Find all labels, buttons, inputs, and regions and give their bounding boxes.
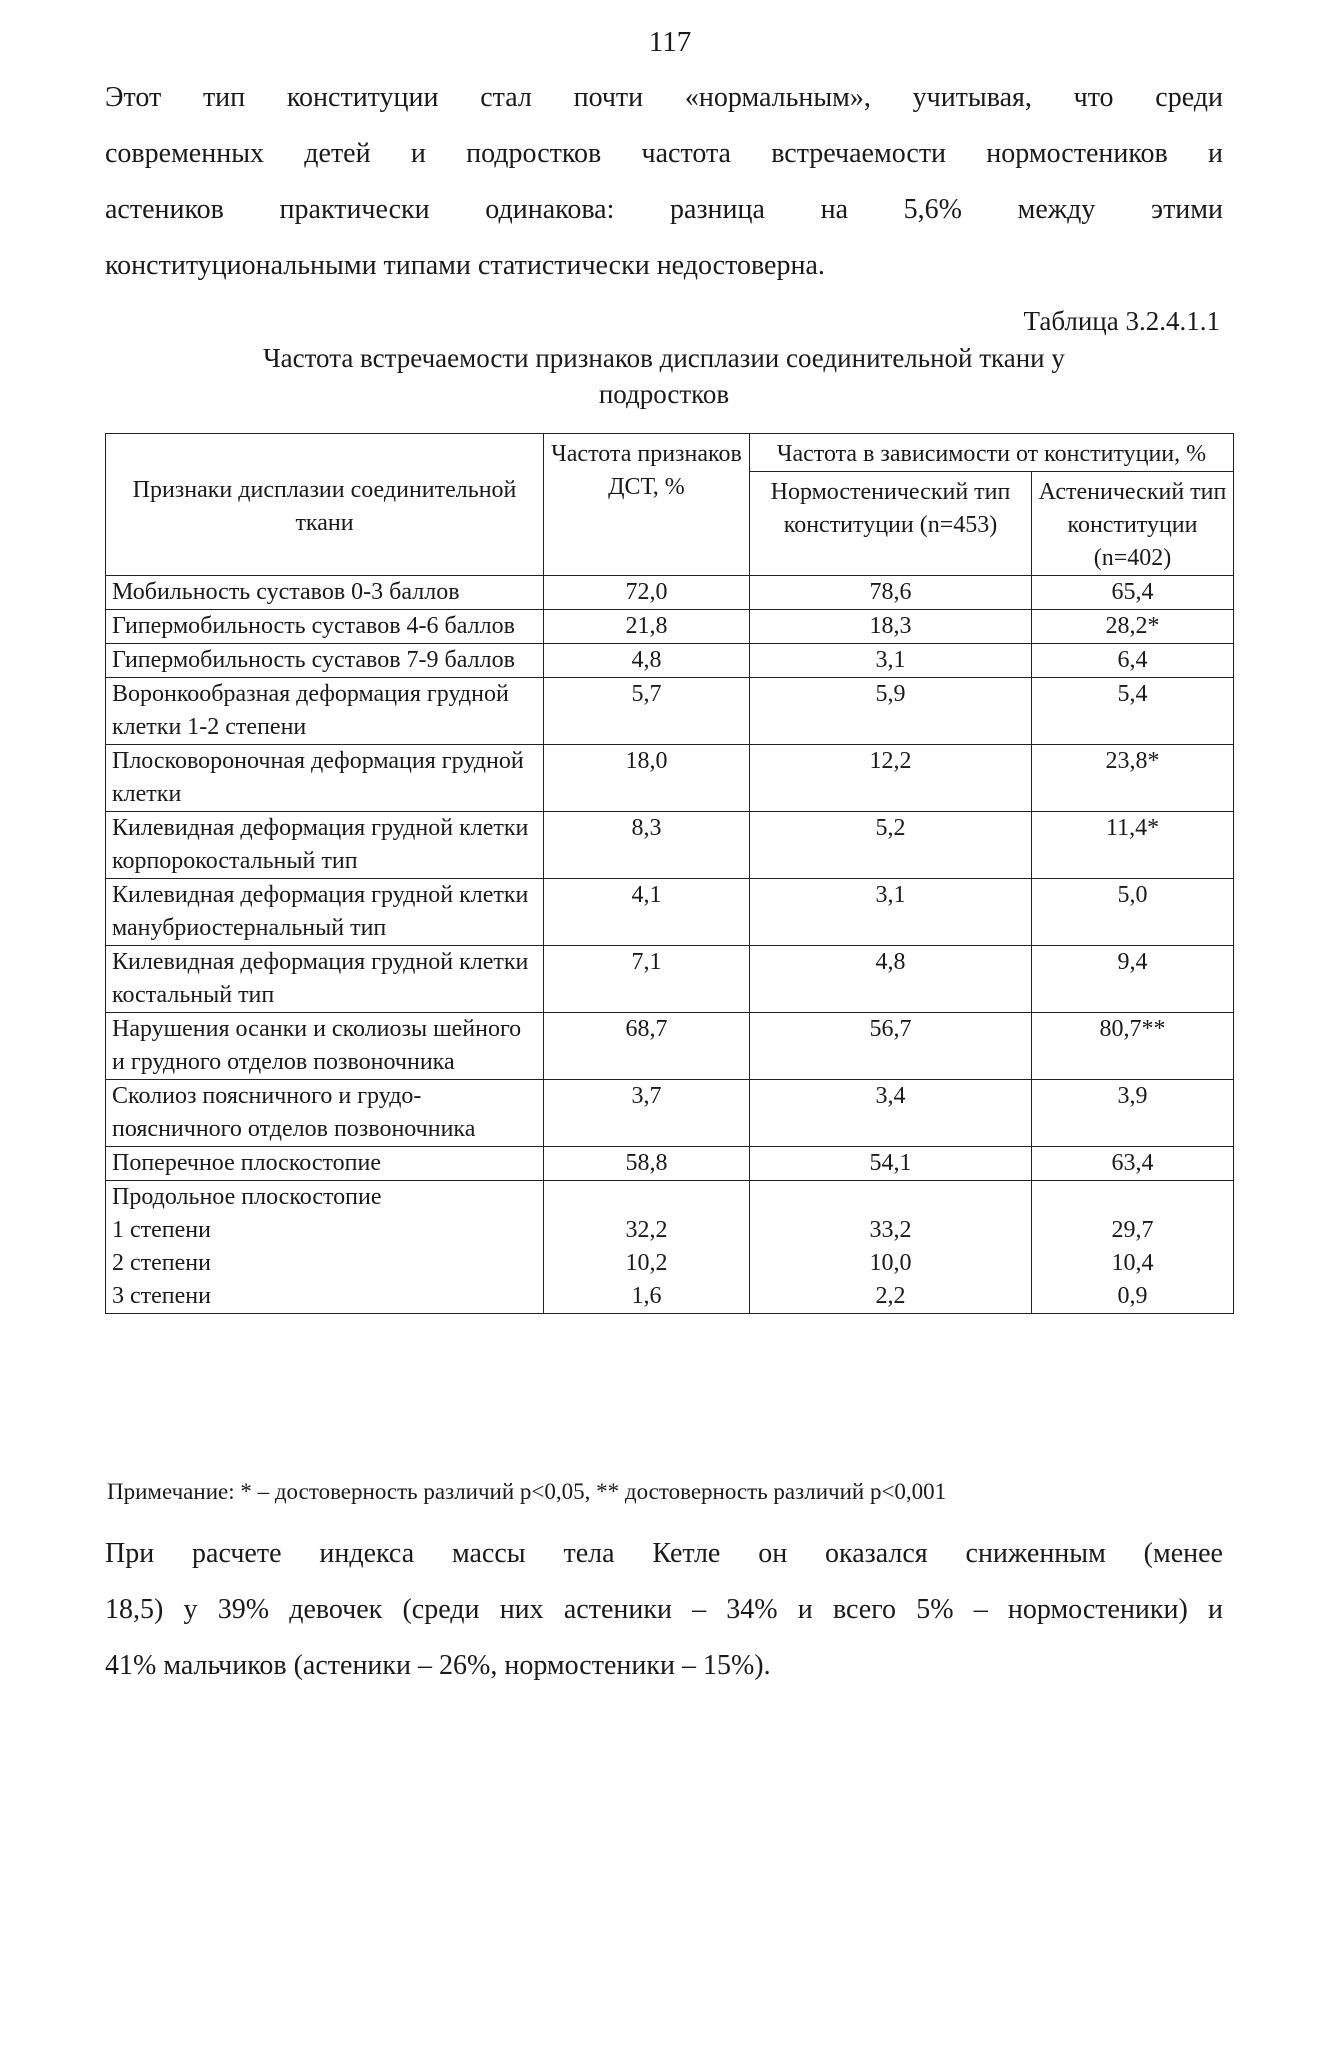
normosthenic-cell: 5,2	[750, 812, 1032, 879]
frequency-cell: 18,0	[544, 745, 750, 812]
closing-paragraph	[105, 1526, 1223, 1694]
asthenic-cell: 23,8*	[1032, 745, 1234, 812]
grade-value: 10,2	[625, 1250, 668, 1276]
normosthenic-cell: 56,7	[750, 1013, 1032, 1080]
frequency-cell: 7,1	[544, 946, 750, 1013]
grade-label: 3 степени	[112, 1283, 211, 1309]
asthenic-cell: 63,4	[1032, 1147, 1234, 1181]
intro-line: астеников практически одинакова: разница на 5,6% между этими	[105, 194, 1223, 225]
normosthenic-cell: 4,8	[750, 946, 1032, 1013]
normosthenic-cell: 3,4	[750, 1080, 1032, 1147]
frequency-cell: 68,7	[544, 1013, 750, 1080]
table-row	[106, 644, 1234, 678]
table-row	[106, 1080, 1234, 1147]
feature-cell	[106, 1181, 544, 1314]
table-number: Таблица 3.2.4.1.1	[1023, 306, 1220, 336]
table-row	[106, 610, 1234, 644]
feature-cell: Мобильность суставов 0-3 баллов	[106, 576, 544, 610]
feature-cell: Нарушения осанки и сколиозы шейного и грудного отделов позвоночника	[106, 1013, 544, 1080]
normosthenic-cell: 18,3	[750, 610, 1032, 644]
feature-cell: Поперечное плоскостопие	[106, 1147, 544, 1181]
frequency-cell	[544, 1181, 750, 1314]
feature-cell: Воронкообразная деформация грудной клетки 1-2 степени	[106, 678, 544, 745]
grade-value: 33,2	[869, 1217, 912, 1243]
grade-value: 32,2	[625, 1217, 668, 1243]
asthenic-cell: 5,0	[1032, 879, 1234, 946]
grade-label: 1 степени	[112, 1217, 211, 1243]
closing-line: 18,5) у 39% девочек (среди них астеники – 34% и всего 5% – нормостеники) и	[105, 1594, 1223, 1625]
header-by-constitution: Частота в зависимости от конституции, %	[750, 434, 1234, 472]
flatfoot-label: Продольное плоскостопие	[112, 1184, 382, 1210]
asthenic-cell: 3,9	[1032, 1080, 1234, 1147]
normosthenic-cell: 54,1	[750, 1147, 1032, 1181]
grade-label: 2 степени	[112, 1250, 211, 1276]
normosthenic-cell: 78,6	[750, 576, 1032, 610]
asthenic-cell: 9,4	[1032, 946, 1234, 1013]
grade-value: 10,4	[1111, 1250, 1154, 1276]
table-row	[106, 1147, 1234, 1181]
asthenic-cell: 5,4	[1032, 678, 1234, 745]
frequency-cell: 5,7	[544, 678, 750, 745]
grade-value: 29,7	[1111, 1217, 1154, 1243]
table-row	[106, 812, 1234, 879]
asthenic-cell	[1032, 1181, 1234, 1314]
asthenic-cell: 6,4	[1032, 644, 1234, 678]
feature-cell: Плосковороночная деформация грудной клетки	[106, 745, 544, 812]
asthenic-cell: 65,4	[1032, 576, 1234, 610]
table-note: Примечание: * – достоверность различий p<0,05, ** достоверность различий p<0,001	[107, 1479, 947, 1504]
feature-cell: Килевидная деформация грудной клетки манубриостернальный тип	[106, 879, 544, 946]
normosthenic-cell: 3,1	[750, 879, 1032, 946]
asthenic-cell: 11,4*	[1032, 812, 1234, 879]
asthenic-cell: 28,2*	[1032, 610, 1234, 644]
intro-line: конституциональными типами статистически недостоверна.	[105, 250, 825, 281]
table-row	[106, 1181, 1234, 1314]
frequency-cell: 72,0	[544, 576, 750, 610]
table-row	[106, 946, 1234, 1013]
feature-cell: Килевидная деформация грудной клетки костальный тип	[106, 946, 544, 1013]
header-normosthenic: Нормостенический тип конституции (n=453)	[750, 472, 1032, 576]
header-asthenic: Астенический тип конституции (n=402)	[1032, 472, 1234, 576]
header-frequency: Частота признаков ДСТ, %	[544, 434, 750, 576]
frequency-cell: 8,3	[544, 812, 750, 879]
frequency-cell: 4,8	[544, 644, 750, 678]
frequency-cell: 21,8	[544, 610, 750, 644]
frequency-cell: 3,7	[544, 1080, 750, 1147]
table-title-line: подростков	[598, 379, 730, 409]
dysplasia-table	[105, 433, 1234, 1314]
normosthenic-cell: 5,9	[750, 678, 1032, 745]
table-row	[106, 678, 1234, 745]
table-row	[106, 879, 1234, 946]
page-number: 117	[648, 26, 692, 58]
grade-value: 1,6	[631, 1283, 662, 1309]
frequency-cell: 4,1	[544, 879, 750, 946]
grade-value: 2,2	[875, 1283, 906, 1309]
normosthenic-cell	[750, 1181, 1032, 1314]
feature-cell: Гипермобильность суставов 7-9 баллов	[106, 644, 544, 678]
frequency-cell: 58,8	[544, 1147, 750, 1181]
asthenic-cell: 80,7**	[1032, 1013, 1234, 1080]
grade-value: 10,0	[869, 1250, 912, 1276]
feature-cell: Сколиоз поясничного и грудо-поясничного отделов позвоночника	[106, 1080, 544, 1147]
closing-line: 41% мальчиков (астеники – 26%, нормостеники – 15%).	[105, 1650, 771, 1681]
table-row	[106, 1013, 1234, 1080]
normosthenic-cell: 12,2	[750, 745, 1032, 812]
intro-line: современных детей и подростков частота встречаемости нормостеников и	[105, 138, 1223, 169]
header-feature: Признаки дисплазии соединительной ткани	[106, 434, 544, 576]
feature-cell: Гипермобильность суставов 4-6 баллов	[106, 610, 544, 644]
table-row	[106, 745, 1234, 812]
feature-cell: Килевидная деформация грудной клетки корпорокостальный тип	[106, 812, 544, 879]
normosthenic-cell: 3,1	[750, 644, 1032, 678]
intro-paragraph	[105, 70, 1223, 294]
table-title	[105, 340, 1223, 412]
intro-line: Этот тип конституции стал почти «нормальным», учитывая, что среди	[105, 82, 1223, 113]
closing-line: При расчете индекса массы тела Кетле он оказался сниженным (менее	[105, 1538, 1223, 1569]
table-row	[106, 576, 1234, 610]
grade-value: 0,9	[1117, 1283, 1148, 1309]
table-title-line: Частота встречаемости признаков дисплазии соединительной ткани у	[263, 343, 1065, 373]
